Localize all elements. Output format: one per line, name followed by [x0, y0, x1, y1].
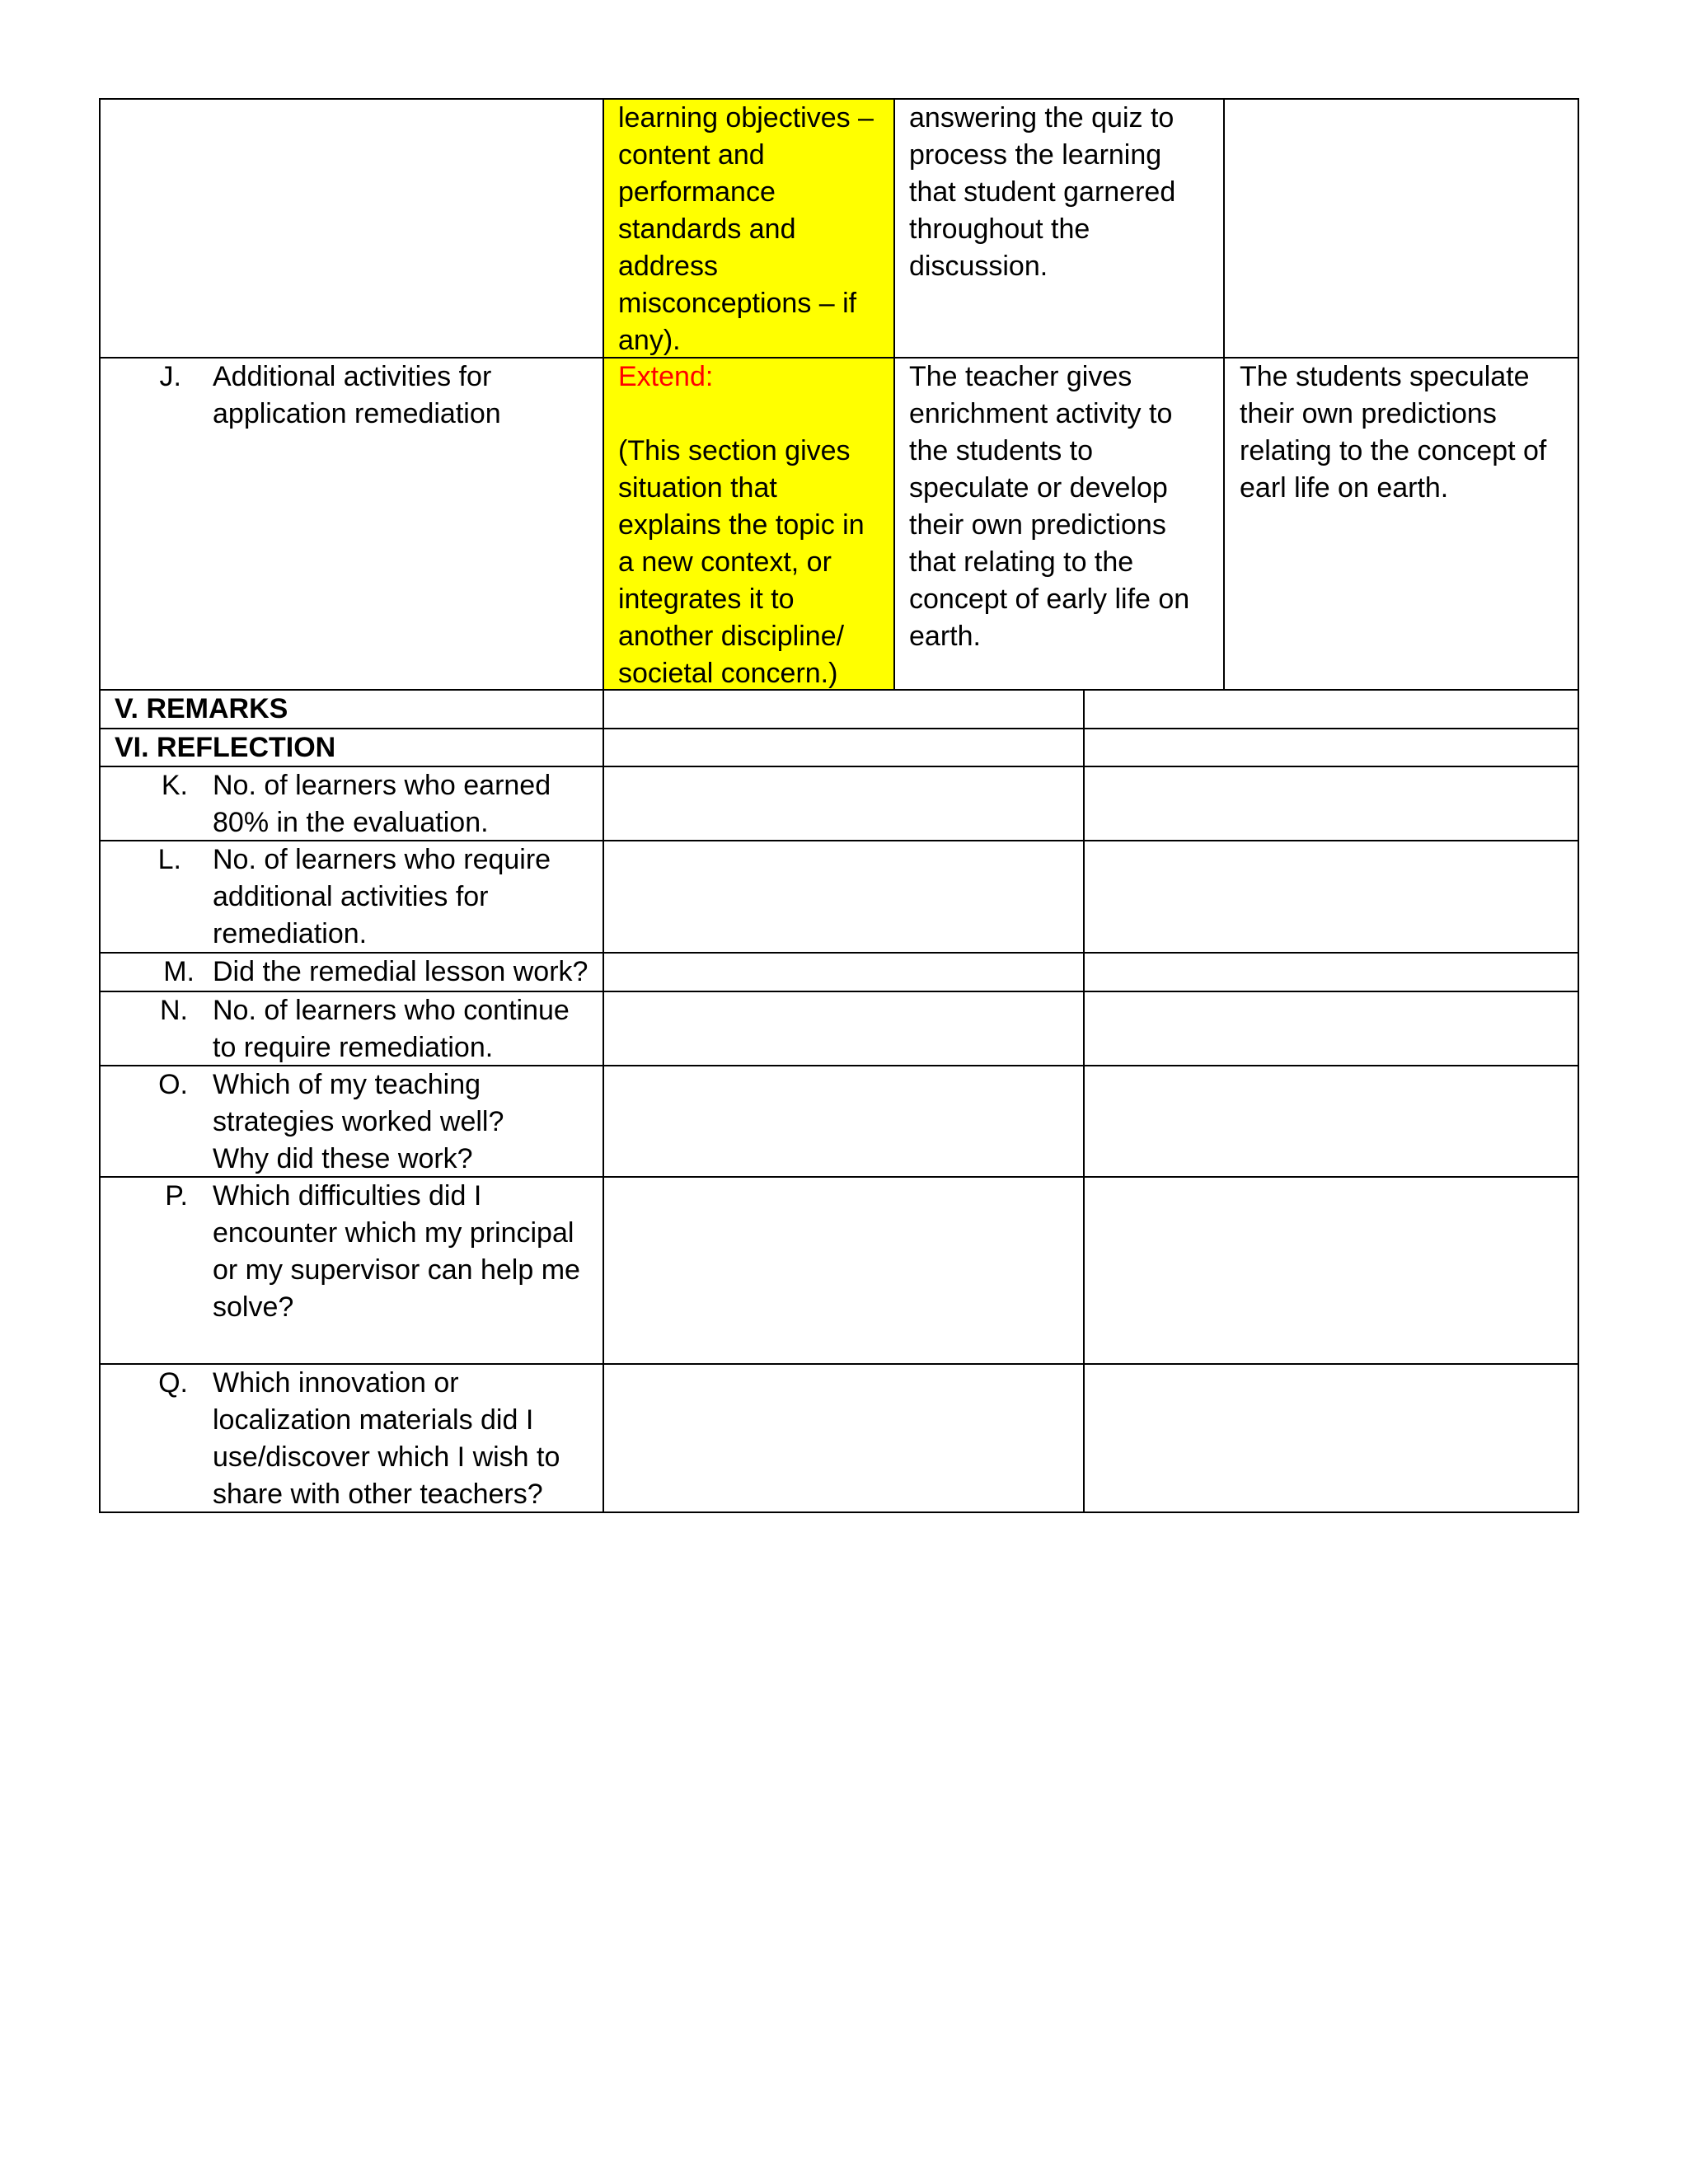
row-letter-o: O. — [158, 1069, 188, 1100]
reflection-item-l: No. of learners who require additional activities for remediation. — [213, 844, 551, 949]
row-j-label: Additional activities for application remediation — [213, 361, 501, 429]
remarks-heading: V. REMARKS — [115, 693, 288, 724]
reflection-item-k: No. of learners who earned 80% in the evaluation. — [213, 770, 551, 838]
row-letter-p: P. — [165, 1180, 188, 1212]
teacher-activity-continued: answering the quiz to process the learning that student garnered throughout the discussion. — [909, 102, 1176, 282]
student-activity-j: The students speculate their own predictions relating to the concept of earl life on earth. — [1240, 361, 1547, 504]
table-border — [893, 98, 895, 690]
table-border — [99, 98, 101, 1513]
row-letter-m: M. — [163, 956, 195, 987]
extend-heading: Extend: — [618, 361, 714, 392]
reflection-item-m: Did the remedial lesson work? — [213, 956, 588, 987]
teacher-activity-j: The teacher gives enrichment activity to the students to speculate or develop their own predictions that relating to the concept of early life on earth. — [909, 361, 1190, 652]
extend-guide-text: (This section gives situation that explains the topic in a new context, or integrates it to another discipline/ societal concern.) — [618, 435, 865, 689]
guide-text-continued: learning objectives – content and performance standards and address misconceptions – if any). — [618, 102, 874, 356]
row-letter-q: Q. — [158, 1367, 188, 1399]
reflection-item-o: Which of my teaching strategies worked well? Why did these work? — [213, 1069, 504, 1174]
table-border — [1223, 98, 1225, 690]
row-letter-k: K. — [161, 770, 188, 801]
reflection-item-n: No. of learners who continue to require remediation. — [213, 995, 570, 1063]
table-border — [603, 98, 604, 1513]
row-letter-l: L. — [157, 844, 181, 875]
reflection-item-q: Which innovation or localization materials did I use/discover which I wish to share with other teachers? — [213, 1367, 560, 1510]
reflection-item-p: Which difficulties did I encounter which my principal or my supervisor can help me solve? — [213, 1180, 580, 1323]
table-border — [1083, 689, 1085, 1513]
row-letter-j: J. — [159, 361, 181, 392]
table-border — [1578, 98, 1579, 1513]
reflection-heading: VI. REFLECTION — [115, 732, 336, 763]
row-letter-n: N. — [160, 995, 188, 1026]
